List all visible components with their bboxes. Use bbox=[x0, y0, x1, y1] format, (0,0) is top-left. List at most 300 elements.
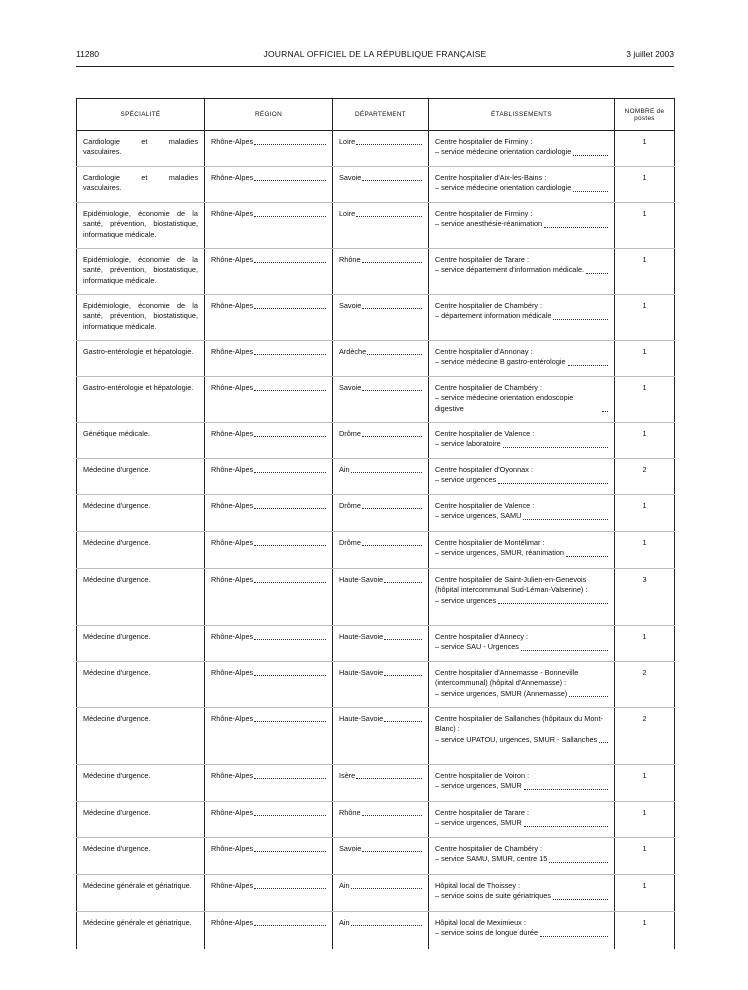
departement-cell bbox=[333, 626, 429, 662]
nombre-postes-value: 1 bbox=[642, 632, 647, 641]
nombre-postes-cell bbox=[615, 875, 675, 912]
specialite-text: Médecine d'urgence. bbox=[83, 465, 151, 474]
nombre-postes-value: 1 bbox=[642, 255, 647, 264]
region-cell bbox=[205, 662, 333, 708]
dot-leader bbox=[254, 851, 326, 852]
etablissement-name: Centre hospitalier d'Annonay : bbox=[435, 347, 533, 356]
departement-text: Rhône bbox=[339, 808, 361, 817]
departement-cell bbox=[333, 377, 429, 423]
dot-leader bbox=[254, 436, 326, 437]
region-cell bbox=[205, 708, 333, 765]
nombre-postes-cell bbox=[615, 459, 675, 495]
dot-leader bbox=[521, 650, 608, 651]
region-text: Rhône-Alpes bbox=[211, 465, 254, 474]
table-row bbox=[77, 708, 675, 765]
region-text: Rhône-Alpes bbox=[211, 209, 254, 218]
specialite-cell bbox=[77, 131, 205, 167]
dot-leader bbox=[254, 721, 326, 722]
nombre-postes-cell bbox=[615, 423, 675, 459]
etablissement-name: Hôpital local de Meximieux : bbox=[435, 918, 526, 927]
etablissement-name: Centre hospitalier de Firminy : bbox=[435, 137, 533, 146]
dot-leader bbox=[553, 319, 608, 320]
region-text: Rhône-Alpes bbox=[211, 632, 254, 641]
region-text: Rhône-Alpes bbox=[211, 771, 254, 780]
dot-leader bbox=[254, 144, 326, 145]
etablissement-cell bbox=[429, 912, 615, 949]
etablissement-cell bbox=[429, 875, 615, 912]
nombre-postes-cell bbox=[615, 662, 675, 708]
region-cell bbox=[205, 765, 333, 802]
dot-leader bbox=[362, 180, 422, 181]
table-row bbox=[77, 131, 675, 167]
service-text: – service département d'information médicale. bbox=[435, 265, 585, 275]
service-text: – service SAU - Urgences bbox=[435, 642, 519, 652]
table-row bbox=[77, 569, 675, 626]
region-cell bbox=[205, 341, 333, 377]
departement-text: Rhône bbox=[339, 255, 361, 264]
etablissement-name: Centre hospitalier d'Annemasse - Bonneville (intercommunal) (hôpital d'Annemasse) : bbox=[435, 668, 579, 688]
service-text: – service urgences bbox=[435, 595, 497, 605]
table-row bbox=[77, 875, 675, 912]
departement-cell bbox=[333, 662, 429, 708]
departement-text: Drôme bbox=[339, 501, 361, 510]
etablissement-name: Centre hospitalier de Firminy : bbox=[435, 209, 533, 218]
column-header-etablissements: ÉTABLISSEMENTS bbox=[429, 99, 615, 131]
departement-text: Loire bbox=[339, 209, 356, 218]
specialite-text: Epidémiologie, économie de la santé, prévention, biostatistique, informatique médicale. bbox=[83, 209, 198, 239]
specialite-cell bbox=[77, 802, 205, 838]
service-text: – service UPATOU, urgences, SMUR - Sallanches bbox=[435, 734, 598, 744]
service-text: – service urgences, SAMU bbox=[435, 511, 522, 521]
region-text: Rhône-Alpes bbox=[211, 575, 254, 584]
etablissement-name: Centre hospitalier de Voiron : bbox=[435, 771, 530, 780]
dot-leader bbox=[254, 925, 326, 926]
table-row bbox=[77, 802, 675, 838]
nombre-postes-cell bbox=[615, 912, 675, 949]
nombre-postes-cell bbox=[615, 295, 675, 341]
service-text: – service urgences, SMUR, réanimation bbox=[435, 548, 564, 558]
dot-leader bbox=[362, 436, 422, 437]
dot-leader bbox=[544, 227, 608, 228]
page-number: 11280 bbox=[76, 49, 100, 59]
etablissement-cell bbox=[429, 626, 615, 662]
region-cell bbox=[205, 249, 333, 295]
departement-cell bbox=[333, 295, 429, 341]
region-text: Rhône-Alpes bbox=[211, 881, 254, 890]
service-text: – service soins de longue durée bbox=[435, 928, 539, 938]
departement-text: Haute-Savoie bbox=[339, 632, 384, 641]
nombre-postes-value: 1 bbox=[642, 137, 647, 146]
specialite-text: Gastro-entérologie et hépatologie. bbox=[83, 383, 194, 392]
specialite-text: Médecine d'urgence. bbox=[83, 714, 151, 723]
specialite-cell bbox=[77, 708, 205, 765]
nombre-postes-value: 1 bbox=[642, 301, 647, 310]
departement-text: Haute-Savoie bbox=[339, 668, 384, 677]
nombre-postes-value: 1 bbox=[642, 501, 647, 510]
dot-leader bbox=[356, 778, 422, 779]
nombre-postes-value: 2 bbox=[642, 465, 647, 474]
dot-leader bbox=[254, 815, 326, 816]
dot-leader bbox=[553, 899, 608, 900]
nombre-postes-value: 1 bbox=[642, 383, 647, 392]
etablissement-name: Centre hospitalier de Tarare : bbox=[435, 808, 529, 817]
specialite-cell bbox=[77, 203, 205, 249]
dot-leader bbox=[568, 365, 608, 366]
etablissement-cell bbox=[429, 341, 615, 377]
specialite-text: Médecine d'urgence. bbox=[83, 575, 151, 584]
specialite-cell bbox=[77, 765, 205, 802]
dot-leader bbox=[362, 308, 422, 309]
region-cell bbox=[205, 203, 333, 249]
service-text: – service médecine B gastro-entérologie bbox=[435, 357, 566, 367]
etablissement-cell bbox=[429, 532, 615, 569]
nombre-postes-value: 1 bbox=[642, 881, 647, 890]
etablissement-name: Centre hospitalier de Sallanches (hôpitaux du Mont-Blanc) : bbox=[435, 714, 603, 734]
journal-title: JOURNAL OFFICIEL DE LA RÉPUBLIQUE FRANÇAISE bbox=[263, 49, 487, 59]
specialite-cell bbox=[77, 377, 205, 423]
departement-cell bbox=[333, 532, 429, 569]
specialite-text: Gastro-entérologie et hépatologie. bbox=[83, 347, 194, 356]
dot-leader bbox=[254, 508, 326, 509]
dot-leader bbox=[351, 472, 422, 473]
departement-cell bbox=[333, 765, 429, 802]
dot-leader bbox=[573, 155, 608, 156]
departement-cell bbox=[333, 708, 429, 765]
etablissement-cell bbox=[429, 249, 615, 295]
region-text: Rhône-Alpes bbox=[211, 255, 254, 264]
region-text: Rhône-Alpes bbox=[211, 538, 254, 547]
dot-leader bbox=[384, 721, 422, 722]
column-header-region: RÉGION bbox=[205, 99, 333, 131]
nombre-postes-value: 2 bbox=[642, 714, 647, 723]
region-cell bbox=[205, 569, 333, 626]
departement-text: Haute-Savoie bbox=[339, 575, 384, 584]
region-text: Rhône-Alpes bbox=[211, 301, 254, 310]
region-text: Rhône-Alpes bbox=[211, 347, 254, 356]
etablissement-name: Centre hospitalier de Saint-Julien-en-Genevois (hôpital intercommunal Sud-Léman-Valserine) : bbox=[435, 575, 588, 595]
dot-leader bbox=[384, 639, 422, 640]
departement-text: Loire bbox=[339, 137, 356, 146]
nombre-postes-cell bbox=[615, 341, 675, 377]
specialite-cell bbox=[77, 912, 205, 949]
etablissement-cell bbox=[429, 708, 615, 765]
specialite-text: Génétique médicale. bbox=[83, 429, 150, 438]
specialite-cell bbox=[77, 423, 205, 459]
service-text: – service laboratoire bbox=[435, 439, 501, 449]
column-header-nombre-postes: NOMBRE de postes bbox=[615, 99, 675, 131]
departement-cell bbox=[333, 838, 429, 875]
dot-leader bbox=[569, 696, 608, 697]
dot-leader bbox=[362, 262, 422, 263]
table-row bbox=[77, 765, 675, 802]
dot-leader bbox=[367, 354, 422, 355]
table-row bbox=[77, 203, 675, 249]
departement-cell bbox=[333, 912, 429, 949]
dot-leader bbox=[599, 742, 608, 743]
departement-cell bbox=[333, 167, 429, 203]
departement-text: Savoie bbox=[339, 301, 362, 310]
departement-text: Ain bbox=[339, 918, 350, 927]
page-header bbox=[76, 49, 674, 63]
region-cell bbox=[205, 532, 333, 569]
nombre-postes-cell bbox=[615, 203, 675, 249]
etablissement-name: Centre hospitalier de Chambéry : bbox=[435, 383, 543, 392]
region-cell bbox=[205, 875, 333, 912]
dot-leader bbox=[549, 862, 608, 863]
dot-leader bbox=[524, 826, 608, 827]
departement-text: Ain bbox=[339, 465, 350, 474]
dot-leader bbox=[254, 675, 326, 676]
dot-leader bbox=[356, 216, 422, 217]
region-cell bbox=[205, 131, 333, 167]
specialite-text: Médecine générale et gériatrique. bbox=[83, 881, 192, 890]
departement-text: Ardèche bbox=[339, 347, 367, 356]
nombre-postes-value: 1 bbox=[642, 347, 647, 356]
specialite-text: Médecine d'urgence. bbox=[83, 538, 151, 547]
departement-cell bbox=[333, 569, 429, 626]
specialite-cell bbox=[77, 459, 205, 495]
departement-cell bbox=[333, 249, 429, 295]
specialite-text: Médecine générale et gériatrique. bbox=[83, 918, 192, 927]
nombre-postes-cell bbox=[615, 131, 675, 167]
dot-leader bbox=[254, 778, 326, 779]
table-header-row bbox=[77, 99, 675, 131]
nombre-postes-value: 1 bbox=[642, 808, 647, 817]
etablissement-name: Centre hospitalier de Valence : bbox=[435, 501, 535, 510]
nombre-postes-cell bbox=[615, 765, 675, 802]
departement-text: Savoie bbox=[339, 173, 362, 182]
etablissement-cell bbox=[429, 167, 615, 203]
nombre-postes-cell bbox=[615, 249, 675, 295]
etablissement-name: Centre hospitalier de Chambéry : bbox=[435, 844, 543, 853]
etablissement-cell bbox=[429, 423, 615, 459]
dot-leader bbox=[254, 545, 326, 546]
service-text: – service médecine orientation cardiologie bbox=[435, 147, 572, 157]
dot-leader bbox=[384, 582, 422, 583]
departement-text: Drôme bbox=[339, 538, 361, 547]
dot-leader bbox=[356, 144, 422, 145]
service-text: – service urgences, SMUR (Annemasse) bbox=[435, 688, 568, 698]
etablissement-cell bbox=[429, 131, 615, 167]
nombre-postes-cell bbox=[615, 569, 675, 626]
dot-leader bbox=[498, 483, 608, 484]
service-text: – département information médicale bbox=[435, 311, 552, 321]
publication-date: 3 juillet 2003 bbox=[626, 49, 674, 59]
header-rule bbox=[76, 66, 674, 67]
service-text: – service urgences, SMUR bbox=[435, 781, 522, 791]
dot-leader bbox=[351, 888, 422, 889]
etablissement-name: Centre hospitalier d'Oyonnax : bbox=[435, 465, 533, 474]
nombre-postes-value: 1 bbox=[642, 538, 647, 547]
nombre-postes-value: 3 bbox=[642, 575, 647, 584]
dot-leader bbox=[254, 262, 326, 263]
region-cell bbox=[205, 838, 333, 875]
region-cell bbox=[205, 167, 333, 203]
nombre-postes-value: 1 bbox=[642, 209, 647, 218]
region-text: Rhône-Alpes bbox=[211, 173, 254, 182]
specialite-cell bbox=[77, 875, 205, 912]
table-row bbox=[77, 341, 675, 377]
dot-leader bbox=[254, 216, 326, 217]
nombre-postes-cell bbox=[615, 167, 675, 203]
service-text: – service urgences bbox=[435, 475, 497, 485]
specialite-cell bbox=[77, 249, 205, 295]
departement-text: Haute-Savoie bbox=[339, 714, 384, 723]
region-cell bbox=[205, 377, 333, 423]
nombre-postes-cell bbox=[615, 708, 675, 765]
etablissement-cell bbox=[429, 765, 615, 802]
dot-leader bbox=[524, 789, 608, 790]
dot-leader bbox=[254, 472, 326, 473]
table-row bbox=[77, 249, 675, 295]
region-cell bbox=[205, 626, 333, 662]
dot-leader bbox=[602, 411, 608, 412]
service-text: – service médecine orientation cardiologie bbox=[435, 183, 572, 193]
dot-leader bbox=[503, 447, 608, 448]
region-text: Rhône-Alpes bbox=[211, 918, 254, 927]
nombre-postes-value: 1 bbox=[642, 918, 647, 927]
region-cell bbox=[205, 802, 333, 838]
specialite-cell bbox=[77, 341, 205, 377]
dot-leader bbox=[384, 675, 422, 676]
table-row bbox=[77, 626, 675, 662]
dot-leader bbox=[362, 851, 422, 852]
dot-leader bbox=[362, 815, 422, 816]
table-row bbox=[77, 167, 675, 203]
nombre-postes-value: 1 bbox=[642, 429, 647, 438]
nombre-postes-cell bbox=[615, 495, 675, 532]
departement-cell bbox=[333, 423, 429, 459]
nombre-postes-cell bbox=[615, 626, 675, 662]
table-row bbox=[77, 662, 675, 708]
dot-leader bbox=[254, 888, 326, 889]
etablissement-cell bbox=[429, 662, 615, 708]
etablissement-cell bbox=[429, 377, 615, 423]
departement-text: Isère bbox=[339, 771, 356, 780]
departement-cell bbox=[333, 131, 429, 167]
specialite-text: Epidémiologie, économie de la santé, prévention, biostatistique, informatique médicale. bbox=[83, 301, 198, 331]
etablissement-cell bbox=[429, 569, 615, 626]
nombre-postes-value: 1 bbox=[642, 844, 647, 853]
etablissement-name: Centre hospitalier d'Annecy : bbox=[435, 632, 529, 641]
dot-leader bbox=[254, 308, 326, 309]
column-header-specialite: SPÉCIALITÉ bbox=[77, 99, 205, 131]
dot-leader bbox=[254, 354, 326, 355]
table-row bbox=[77, 495, 675, 532]
region-cell bbox=[205, 423, 333, 459]
etablissement-name: Centre hospitalier de Valence : bbox=[435, 429, 535, 438]
specialite-text: Médecine d'urgence. bbox=[83, 771, 151, 780]
departement-cell bbox=[333, 341, 429, 377]
departement-cell bbox=[333, 203, 429, 249]
etablissement-name: Centre hospitalier de Tarare : bbox=[435, 255, 529, 264]
dot-leader bbox=[362, 545, 422, 546]
dot-leader bbox=[498, 603, 608, 604]
specialite-cell bbox=[77, 532, 205, 569]
specialite-text: Cardiologie et maladies vasculaires. bbox=[83, 173, 198, 193]
region-text: Rhône-Alpes bbox=[211, 844, 254, 853]
etablissement-name: Centre hospitalier d'Aix-les-Bains : bbox=[435, 173, 547, 182]
table-row bbox=[77, 377, 675, 423]
region-text: Rhône-Alpes bbox=[211, 429, 254, 438]
region-text: Rhône-Alpes bbox=[211, 668, 254, 677]
etablissement-cell bbox=[429, 802, 615, 838]
specialite-text: Médecine d'urgence. bbox=[83, 844, 151, 853]
etablissement-cell bbox=[429, 459, 615, 495]
departement-text: Savoie bbox=[339, 844, 362, 853]
etablissement-name: Centre hospitalier de Montélimar : bbox=[435, 538, 545, 547]
dot-leader bbox=[566, 556, 608, 557]
region-text: Rhône-Alpes bbox=[211, 383, 254, 392]
specialite-text: Médecine d'urgence. bbox=[83, 632, 151, 641]
region-cell bbox=[205, 295, 333, 341]
nombre-postes-value: 1 bbox=[642, 771, 647, 780]
specialite-cell bbox=[77, 626, 205, 662]
specialite-text: Médecine d'urgence. bbox=[83, 808, 151, 817]
posts-table bbox=[76, 98, 675, 949]
specialite-cell bbox=[77, 167, 205, 203]
region-cell bbox=[205, 495, 333, 532]
dot-leader bbox=[254, 639, 326, 640]
table-row bbox=[77, 295, 675, 341]
nombre-postes-value: 1 bbox=[642, 173, 647, 182]
region-text: Rhône-Alpes bbox=[211, 808, 254, 817]
etablissement-cell bbox=[429, 495, 615, 532]
region-text: Rhône-Alpes bbox=[211, 137, 254, 146]
region-text: Rhône-Alpes bbox=[211, 501, 254, 510]
service-text: – service SAMU, SMUR, centre 15 bbox=[435, 854, 548, 864]
service-text: – service urgences, SMUR bbox=[435, 818, 522, 828]
nombre-postes-cell bbox=[615, 532, 675, 569]
specialite-cell bbox=[77, 662, 205, 708]
departement-cell bbox=[333, 875, 429, 912]
departement-text: Ain bbox=[339, 881, 350, 890]
nombre-postes-value: 2 bbox=[642, 668, 647, 677]
service-text: – service anesthésie-réanimation bbox=[435, 219, 543, 229]
dot-leader bbox=[362, 508, 422, 509]
etablissement-cell bbox=[429, 838, 615, 875]
specialite-text: Cardiologie et maladies vasculaires. bbox=[83, 137, 198, 157]
etablissement-name: Hôpital local de Thoissey : bbox=[435, 881, 521, 890]
dot-leader bbox=[254, 180, 326, 181]
nombre-postes-cell bbox=[615, 802, 675, 838]
specialite-cell bbox=[77, 495, 205, 532]
table-row bbox=[77, 838, 675, 875]
region-cell bbox=[205, 912, 333, 949]
departement-cell bbox=[333, 459, 429, 495]
specialite-text: Médecine d'urgence. bbox=[83, 668, 151, 677]
column-header-departement: DÉPARTEMENT bbox=[333, 99, 429, 131]
specialite-text: Epidémiologie, économie de la santé, prévention, biostatistique, informatique médicale. bbox=[83, 255, 198, 285]
service-text: – service soins de suite gériatriques bbox=[435, 891, 551, 901]
specialite-cell bbox=[77, 838, 205, 875]
dot-leader bbox=[254, 582, 326, 583]
service-text: – service médecine orientation endoscopie digestive bbox=[435, 393, 574, 413]
dot-leader bbox=[540, 936, 608, 937]
dot-leader bbox=[351, 925, 422, 926]
etablissement-name: Centre hospitalier de Chambéry : bbox=[435, 301, 543, 310]
dot-leader bbox=[523, 519, 608, 520]
departement-text: Savoie bbox=[339, 383, 362, 392]
dot-leader bbox=[586, 273, 608, 274]
dot-leader bbox=[362, 390, 422, 391]
region-cell bbox=[205, 459, 333, 495]
table-row bbox=[77, 459, 675, 495]
dot-leader bbox=[573, 191, 608, 192]
table-row bbox=[77, 912, 675, 949]
table-row bbox=[77, 423, 675, 459]
specialite-cell bbox=[77, 569, 205, 626]
